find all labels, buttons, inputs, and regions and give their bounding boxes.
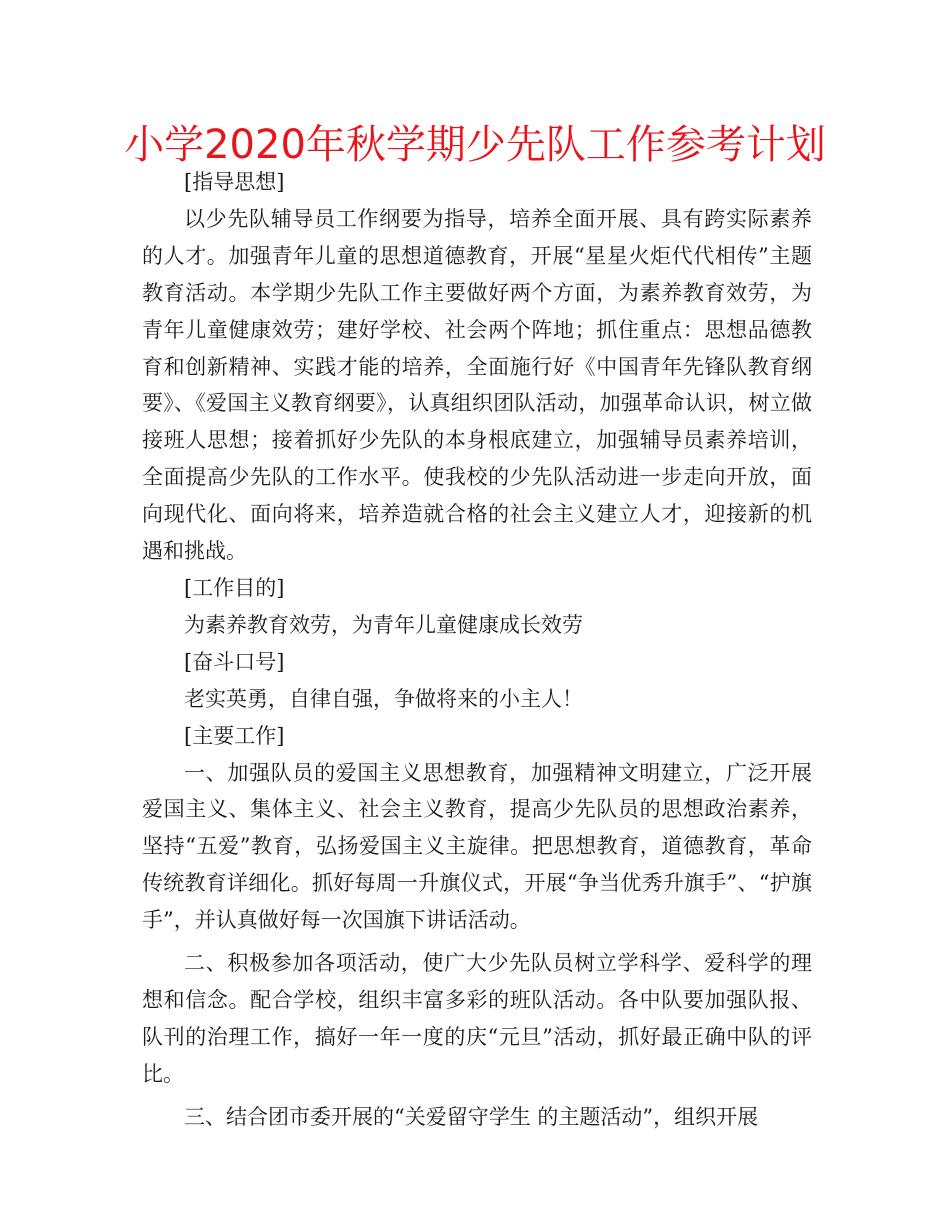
paragraph-work-goal: 为素养教育效劳，为青年儿童健康成长效劳 — [184, 612, 583, 637]
paragraph-main-work-2: 二、积极参加各项活动，使广大少先队员树立学科学、爱科学的理想和信念。配合学校，组织丰富多彩的班队活动。各中队要加强队报、队刊的治理工作，搞好一年一度的庆“元旦”活动，抓好最正确中队的评比。 — [142, 951, 812, 1086]
section-heading-guiding-thought: [指导思想] — [184, 170, 285, 194]
section-heading-main-work: [主要工作] — [184, 723, 285, 748]
document-body — [142, 164, 812, 1136]
paragraph-slogan: 老实英勇，自律自强，争做将来的小主人！ — [184, 686, 583, 711]
paragraph-guiding-thought: 以少先队辅导员工作纲要为指导，培养全面开展、具有跨实际素养的人才。加强青年儿童的思想道德教育，开展“星星火炬代代相传”主题教育活动。本学期少先队工作主要做好两个方面，为素养教育效劳，为青年儿童健康效劳；建好学校、社会两个阵地；抓住重点：思想品德教育和创新精神、实践才能的培养，全面施行好《中国青年先锋队教育纲要》、《爱国主义教育纲要》，认真组织团队活动，加强革命认识，树立做接班人思想；接着抓好少先队的本身根底建立，加强辅导员素养培训，全面提高少先队的工作水平。使我校的少先队活动进一步走向开放，面向现代化、面向将来，培养造就合格的社会主义建立人才，迎接新的机遇和挑战。 — [142, 206, 812, 564]
paragraph-main-work-1: 一、加强队员的爱国主义思想教育，加强精神文明建立，广泛开展爱国主义、集体主义、社会主义教育，提高少先队员的思想政治素养，坚持“五爱”教育，弘扬爱国主义主旋律。把思想教育，道德教育，革命传统教育详细化。抓好每周一升旗仪式，开展“争当优秀升旗手”、“护旗手”，并认真做好每一次国旗下讲话活动。 — [142, 760, 812, 933]
document-title: 小学2020年秋学期少先队工作参考计划 — [124, 122, 826, 168]
section-heading-slogan: [奋斗口号] — [184, 649, 285, 674]
paragraph-main-work-3: 三、结合团市委开展的“关爱留守学生 的主题活动”，组织开展 — [184, 1104, 759, 1129]
section-heading-work-goal: [工作目的] — [184, 575, 285, 600]
